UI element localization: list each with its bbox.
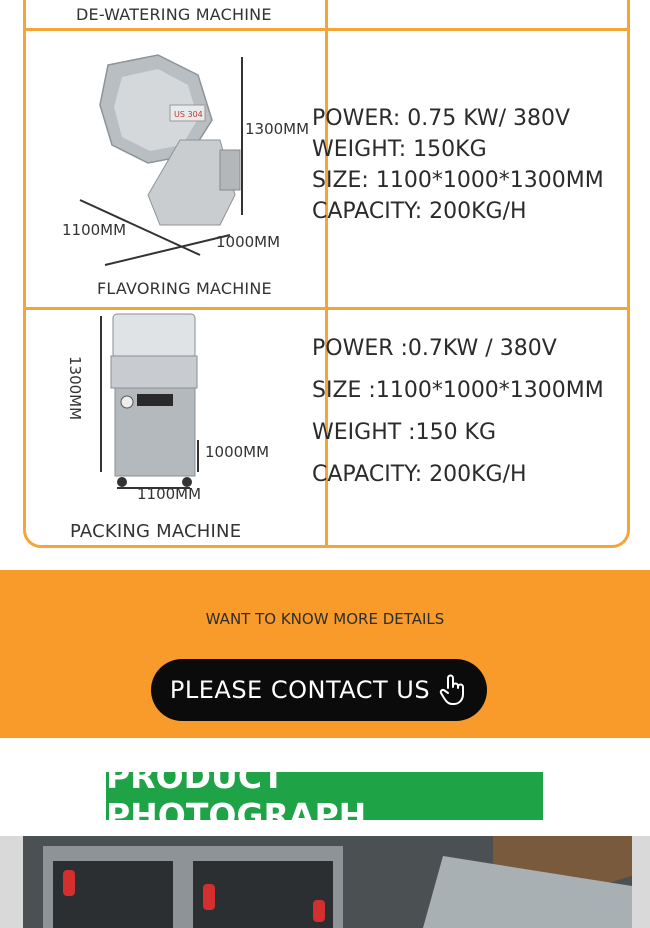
spec-size: SIZE: 1100*1000*1300MM xyxy=(312,168,604,193)
flavoring-width-dim: 1000MM xyxy=(216,233,281,251)
contact-banner xyxy=(0,570,650,738)
machine-caption-dewatering: DE-WATERING MACHINE xyxy=(76,5,272,24)
contact-us-label: PLEASE CONTACT US xyxy=(169,676,431,704)
row-divider xyxy=(26,28,627,31)
spec-power: POWER :0.7KW / 380V xyxy=(312,336,557,361)
spec-weight: WEIGHT :150 KG xyxy=(312,420,497,445)
flavoring-length-dim: 1100MM xyxy=(62,221,127,239)
machine-caption-packing: PACKING MACHINE xyxy=(70,521,242,542)
contact-us-button[interactable] xyxy=(151,659,487,721)
flavoring-height-dim: 1300MM xyxy=(245,120,310,138)
photo-left-margin xyxy=(0,836,23,928)
banner-text: WANT TO KNOW MORE DETAILS xyxy=(205,610,445,628)
packing-machine-image xyxy=(95,312,210,497)
spec-weight: WEIGHT: 150KG xyxy=(312,137,487,162)
product-photo-image xyxy=(23,836,632,928)
packing-specs xyxy=(312,328,604,496)
flavoring-specs xyxy=(312,103,604,227)
pointing-hand-icon xyxy=(438,674,468,706)
packing-width-dim: 1000MM xyxy=(205,443,270,461)
row-divider xyxy=(26,307,627,310)
product-photograph-title: PRODUCT PHOTOGRAPH xyxy=(106,772,543,820)
machine-caption-flavoring: FLAVORING MACHINE xyxy=(97,279,272,298)
spec-power: POWER: 0.75 KW/ 380V xyxy=(312,106,571,131)
packing-height-dim: 1300MM xyxy=(66,356,84,421)
spec-capacity: CAPACITY: 200KG/H xyxy=(312,462,527,487)
packing-length-dim: 1100MM xyxy=(137,485,202,503)
product-photo xyxy=(23,836,632,928)
spec-size: SIZE :1100*1000*1300MM xyxy=(312,378,604,403)
spec-capacity: CAPACITY: 200KG/H xyxy=(312,199,527,224)
svg-text:US 304: US 304 xyxy=(174,110,203,119)
photo-right-margin xyxy=(632,836,650,928)
